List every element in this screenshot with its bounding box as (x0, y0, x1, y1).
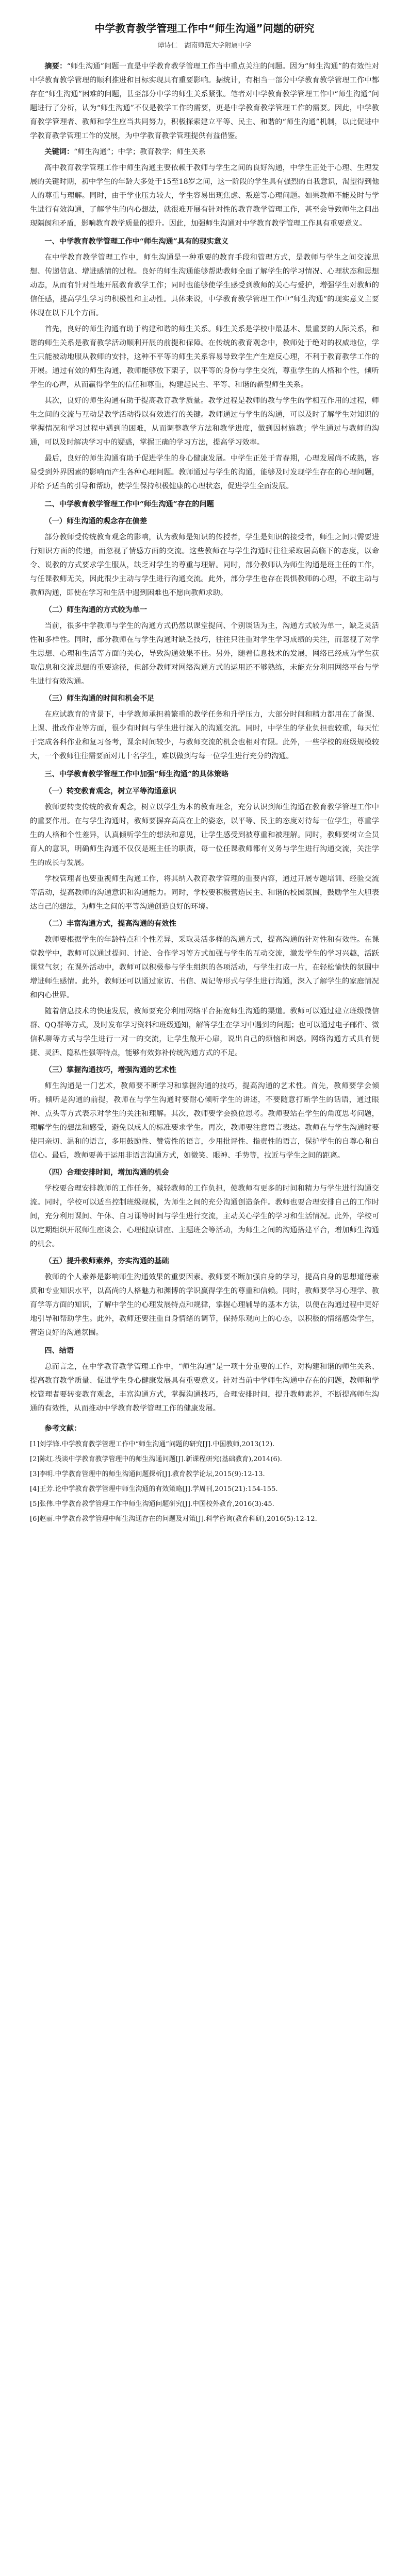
section-heading: 四、结语 (44, 1347, 74, 1355)
reference-item: [3]李明.中学教育管理中的师生沟通问题探析[J].教育教学论坛,2015(9):12-13. (30, 1470, 265, 1478)
reference-item: [2]陈红.浅谈中学教育教学管理中的师生沟通问题[J].新课程研究(基础教育),2014(6). (30, 1455, 282, 1463)
body-paragraph: 学校管理者也要重视师生沟通工作，将其纳入教育教学管理的重要内容，通过开展专题培训、经验交流等活动，提高教师的沟通意识和沟通能力。同时，学校要积极营造民主、和谐的校园氛围，鼓励学生大胆表达自己的想法，为师生之间的平等沟通创造良好的环境。 (30, 875, 379, 911)
abstract-text: “师生沟通”问题一直是中学教育教学管理工作当中重点关注的问题。因为“师生沟通”的有效性对中学教育教学管理的顺利推进和目标实现具有重要影响。据统计，有相当一部分中学教育教学管理工作中都存在“师生沟通”困难的问题，甚至部分中学的师生关系紧张。笔者对中学教育教学管理工作中“师生沟通”问题进行了分析，认为“师生沟通”不仅是教学工作的需要，更是中学教育教学管理工作的需要。因此，中学教育教学管理者、教师和学生应当共同努力，积极探索建立平等、民主、和谐的“师生沟通”机制，以此促进中学教育教学管理工作的发展，为中学教育教学管理提供有益借鉴。 (30, 62, 379, 140)
reference-item: [4]王芳.论中学教育教学管理中师生沟通的有效策略[J].学周刊,2015(21):154-155. (30, 1485, 278, 1493)
body-paragraph: 随着信息技术的快速发展，教师要充分利用网络平台拓宽师生沟通的渠道。教师可以通过建立班级微信群、QQ群等方式，及时发布学习资料和班级通知，解答学生在学习中遇到的问题；也可以通过电子邮件、微信私聊等方式与学生进行一对一的交流，让学生敞开心扉，说出自己的烦恼和困惑。网络沟通方式具有便捷、灵活、隐私性强等特点，能够有效弥补传统沟通方式的不足。 (30, 1007, 379, 1057)
subsection-heading: （一）转变教育观念，树立平等沟通意识 (44, 787, 176, 795)
body-paragraph: 教师要根据学生的年龄特点和个性差异，采取灵活多样的沟通方式，提高沟通的针对性和有效性。在课堂教学中，教师可以通过提问、讨论、合作学习等方式加强与学生的互动交流，激发学生的学习兴趣，活跃课堂气氛；在课外活动中，教师可以积极参与学生组织的各项活动，与学生打成一片，在轻松愉快的氛围中增进师生感情。此外，教师还可以通过家访、书信、周记等形式与学生进行沟通，深入了解学生的家庭情况和内心世界。 (30, 936, 379, 999)
abstract (30, 60, 379, 143)
body-paragraph: 其次，良好的师生沟通有助于提高教育教学质量。教学过程是教师的教与学生的学相互作用的过程，师生之间的交流与互动是教学活动得以有效进行的关键。教师通过与学生的沟通，可以及时了解学生对知识的掌握情况和学习过程中遇到的困难，从而调整教学方法和教学进度，做到因材施教；学生通过与教师的沟通，可以及时解决学习中的疑惑，掌握正确的学习方法，提高学习效率。 (30, 397, 379, 447)
subsection-heading: （五）提升教师素养，夯实沟通的基础 (44, 1257, 169, 1265)
subsection-heading: （二）丰富沟通方式，提高沟通的有效性 (44, 920, 176, 928)
abstract-label: 摘要： (44, 62, 67, 71)
section-heading: 三、中学教育教学管理工作中加强“师生沟通”的具体策略 (44, 770, 229, 778)
references-list (30, 1438, 379, 1526)
body-paragraph: 首先，良好的师生沟通有助于构建和谐的师生关系。师生关系是学校中最基本、最重要的人际关系，和谐的师生关系是教育教学活动顺利开展的前提和保障。在传统的教育观念中，教师处于绝对的权威地位，学生只能被动地服从教师的安排，这种不平等的师生关系容易导致学生产生逆反心理，不利于教育教学工作的开展。通过有效的师生沟通，教师能够放下架子，以平等的身份与学生交流，尊重学生的人格和个性，倾听学生的心声，从而赢得学生的信任和尊重，构建起民主、平等、和谐的新型师生关系。 (30, 325, 379, 389)
body-paragraph: 总而言之，在中学教育教学管理工作中，“师生沟通”是一项十分重要的工作，对构建和谐的师生关系、提高教育教学质量、促进学生身心健康发展具有重要意义。针对当前中学师生沟通中存在的问题，教师和学校管理者要转变教育观念，丰富沟通方式，掌握沟通技巧，合理安排时间，提升教师素养，不断提高师生沟通的有效性，从而推动中学教育教学管理工作的健康发展。 (30, 1363, 379, 1413)
subsection-heading: （二）师生沟通的方式较为单一 (44, 606, 148, 614)
article-title: 中学教育教学管理工作中“师生沟通”问题的研究 (94, 22, 315, 35)
body-paragraph: 高中教育教学管理工作中师生沟通主要依赖于教师与学生之间的良好沟通，中学生正处于心理、生理发展的关键时期，初中学生的年龄大多处于15至18岁之间，这一阶段的学生具有强烈的自我意识，渴望得到他人的尊重与理解。同时，由于学业压力较大，学生容易出现焦虑、叛逆等心理问题。如果教师不能及时与学生进行有效沟通，了解学生的内心想法，就很难开展有针对性的教育教学管理工作，甚至会导致师生之间出现隔阂和矛盾，影响教育教学质量的提升。因此，加强师生沟通对中学教育教学管理工作具有重要意义。 (30, 164, 379, 228)
body-paragraph: 部分教师受传统教育观念的影响，认为教师是知识的传授者，学生是知识的接受者，师生之间只需要进行知识方面的传递，而忽视了情感方面的交流。这些教师在与学生沟通时往往采取居高临下的态度，以命令、说教的方式要求学生服从，缺乏对学生的尊重与理解。同时，部分教师认为师生沟通是班主任的工作，与任课教师无关，因此很少主动与学生进行沟通交流。此外，部分学生也存在畏惧教师的心理，不敢主动与教师沟通，即使在学习和生活中遇到困难也不愿向教师求助。 (30, 533, 379, 597)
keywords (30, 145, 379, 159)
article-author: 谭诗仁 湖南师范大学附属中学 (157, 42, 252, 49)
reference-item: [6]赵丽.中学教育教学管理中师生沟通存在的问题及对策[J].科学咨询(教育科研),2016(5):12-12. (30, 1515, 317, 1523)
body-paragraph: 在中学教育教学管理工作中，师生沟通是一种重要的教育手段和管理方式，是教师与学生之间交流思想、传递信息、增进感情的过程。良好的师生沟通能够帮助教师全面了解学生的学习情况、心理状态和思想动态，从而有针对性地开展教育教学工作；同时也能够使学生感受到教师的关心与爱护，增强学生对教师的信任感，提高学生学习的积极性和主动性。具体来说，中学教育教学管理工作中“师生沟通”的现实意义主要体现在以下几个方面。 (30, 253, 379, 317)
body-paragraph: 当前，很多中学教师与学生的沟通方式仍然以课堂提问、个别谈话为主，沟通方式较为单一，缺乏灵活性和多样性。同时，部分教师在与学生沟通时缺乏技巧，往往只注重对学生学习成绩的关注，而忽视了对学生思想、心理和生活等方面的关心，导致沟通效果不佳。另外，随着信息技术的发展，网络已经成为学生获取信息和交流思想的重要途径，但部分教师对网络沟通方式的运用还不够熟练，未能充分利用网络平台与学生进行有效沟通。 (30, 622, 379, 686)
references-title: 参考文献： (44, 1425, 81, 1433)
body-paragraph: 教师要转变传统的教育观念，树立以学生为本的教育理念，充分认识到师生沟通在教育教学管理工作中的重要作用。在与学生沟通时，教师要摒弃高高在上的姿态，以平等、民主的态度对待每一位学生，尊重学生的人格和个性差异，认真倾听学生的想法和意见，让学生感受到被尊重和被理解。同时，教师要树立全员育人的意识，明确师生沟通不仅仅是班主任的职责，每一位任课教师都有义务与学生进行沟通交流，关注学生的成长与发展。 (30, 803, 379, 867)
body-paragraph: 师生沟通是一门艺术，教师要不断学习和掌握沟通的技巧，提高沟通的艺术性。首先，教师要学会倾听。倾听是沟通的前提，教师在与学生沟通时要耐心倾听学生的讲述，不要随意打断学生的话语，通过眼神、点头等方式表示对学生的关注和理解。其次，教师要学会换位思考。教师要站在学生的角度思考问题，理解学生的想法和感受，避免以成人的标准要求学生。再次，教师要注意语言表达。教师在与学生沟通时要使用亲切、温和的语言，多用鼓励性、赞赏性的语言，少用批评性、指责性的语言，保护学生的自尊心和自信心。最后，教师要善于运用非语言沟通方式，如微笑、眼神、手势等，拉近与学生之间的距离。 (30, 1082, 379, 1160)
subsection-heading: （三）师生沟通的时间和机会不足 (44, 694, 155, 703)
subsection-heading: （一）师生沟通的观念存在偏差 (44, 517, 148, 526)
section-heading: 二、中学教育教学管理工作中“师生沟通”存在的问题 (44, 500, 214, 509)
body-paragraph: 学校要合理安排教师的工作任务，减轻教师的工作负担，使教师有更多的时间和精力与学生进行沟通交流。同时，学校可以适当控制班级规模，为师生之间的充分沟通创造条件。教师也要合理安排自己的工作时间，充分利用课间、午休、自习课等时间与学生进行交流，主动关心学生的学习和生活情况。此外，学校可以定期组织开展师生座谈会、心理健康讲座、主题班会等活动，为师生之间的沟通搭建平台，增加师生沟通的机会。 (30, 1184, 379, 1248)
section-heading: 一、中学教育教学管理工作中“师生沟通”具有的现实意义 (44, 238, 229, 246)
article-body (30, 161, 379, 1416)
keywords-label: 关键词： (44, 148, 74, 156)
body-paragraph: 最后，良好的师生沟通有助于促进学生的身心健康发展。中学生正处于青春期，心理发展尚不成熟，容易受到外界因素的影响而产生各种心理问题。教师通过与学生的沟通，能够及时发现学生存在的心理问题，并给予适当的引导和帮助，使学生保持积极健康的心理状态，促进学生全面发展。 (30, 454, 379, 490)
reference-item: [1]刘学锋.中学教育教学管理工作中“师生沟通”问题的研究[J].中国教师,2013(12). (30, 1440, 275, 1448)
body-paragraph: 教师的个人素养是影响师生沟通效果的重要因素。教师要不断加强自身的学习，提高自身的思想道德素质和专业知识水平，以高尚的人格魅力和渊博的学识赢得学生的尊重和信赖。同时，教师要学习心理学、教育学等方面的知识，了解中学生的心理发展特点和规律，掌握心理辅导的基本方法，以便在沟通过程中更好地引导和帮助学生。此外，教师还要注重自身情绪的调节，保持乐观向上的心态，以积极的情绪感染学生，营造良好的沟通氛围。 (30, 1273, 379, 1337)
body-paragraph: 在应试教育的背景下，中学教师承担着繁重的教学任务和升学压力，大部分时间和精力都用在了备课、上课、批改作业等方面，很少有时间与学生进行深入的沟通交流。同时，中学生的学业负担也较重，每天忙于完成各科作业和复习备考，课余时间较少，与教师交流的机会也相对有限。此外，一些学校的班级规模较大，一个教师往往需要面对几十名学生，难以做到与每一位学生进行充分的沟通。 (30, 710, 379, 760)
subsection-heading: （三）掌握沟通技巧，增强沟通的艺术性 (44, 1066, 176, 1074)
reference-item: [5]张伟.中学教育教学管理工作中师生沟通问题研究[J].中国校外教育,2016(3):45. (30, 1500, 274, 1508)
keywords-text: “师生沟通”；中学；教育教学；师生关系 (74, 148, 206, 156)
subsection-heading: （四）合理安排时间，增加沟通的机会 (44, 1168, 169, 1177)
